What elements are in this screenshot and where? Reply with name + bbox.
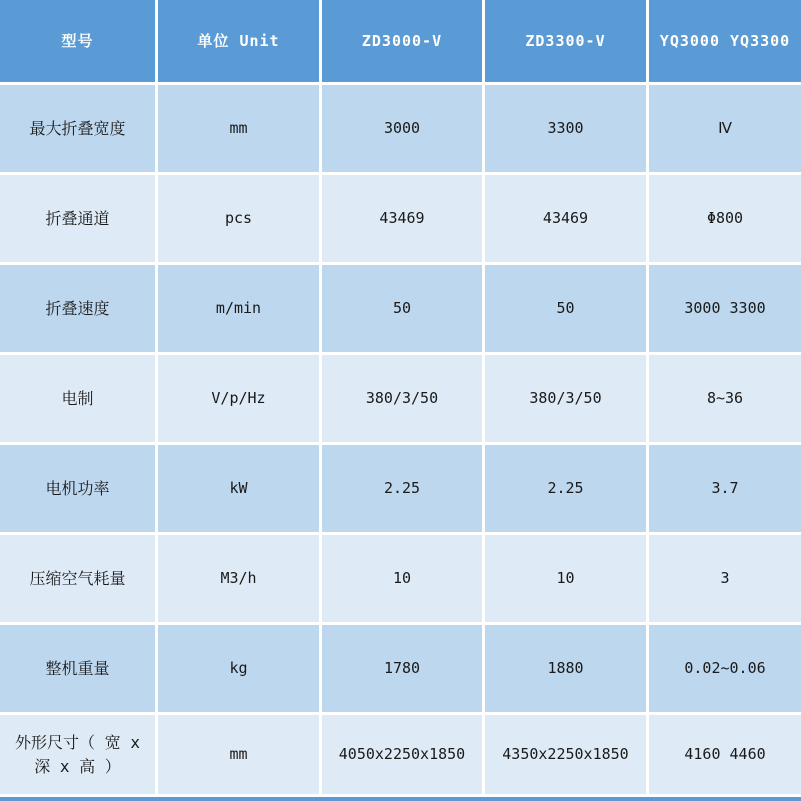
- cell: mm: [158, 85, 319, 172]
- cell: 50: [322, 265, 482, 352]
- header-cell-unit: 单位 Unit: [158, 0, 319, 82]
- cell: 2.25: [322, 445, 482, 532]
- cell: m/min: [158, 265, 319, 352]
- row-label: 最大折叠宽度: [0, 85, 155, 172]
- row-label: 电制: [0, 355, 155, 442]
- cell: 4050x2250x1850: [322, 715, 482, 794]
- header-cell-yq3000-yq3300: YQ3000 YQ3300: [649, 0, 801, 82]
- cell: Φ800: [649, 175, 801, 262]
- row-label: 电机功率: [0, 445, 155, 532]
- cell: 3300: [485, 85, 646, 172]
- cell: 10: [485, 535, 646, 622]
- cell: 380/3/50: [485, 355, 646, 442]
- cell: 3000: [322, 85, 482, 172]
- bottom-header-strip: [0, 797, 801, 801]
- cell: 3000 3300: [649, 265, 801, 352]
- header-cell-model: 型号: [0, 0, 155, 82]
- cell: 10: [322, 535, 482, 622]
- cell: 8~36: [649, 355, 801, 442]
- cell: 43469: [485, 175, 646, 262]
- header-cell-zd3300v: ZD3300-V: [485, 0, 646, 82]
- cell: 2.25: [485, 445, 646, 532]
- cell: kg: [158, 625, 319, 712]
- cell: 50: [485, 265, 646, 352]
- row-label: 折叠通道: [0, 175, 155, 262]
- row-label: 整机重量: [0, 625, 155, 712]
- cell: 3.7: [649, 445, 801, 532]
- cell: 1780: [322, 625, 482, 712]
- cell: M3/h: [158, 535, 319, 622]
- cell: pcs: [158, 175, 319, 262]
- row-label: 压缩空气耗量: [0, 535, 155, 622]
- cell: mm: [158, 715, 319, 794]
- cell: Ⅳ: [649, 85, 801, 172]
- cell: 3: [649, 535, 801, 622]
- cell: 1880: [485, 625, 646, 712]
- header-cell-zd3000v: ZD3000-V: [322, 0, 482, 82]
- cell: 4350x2250x1850: [485, 715, 646, 794]
- row-label: 折叠速度: [0, 265, 155, 352]
- cell: kW: [158, 445, 319, 532]
- cell: 43469: [322, 175, 482, 262]
- row-label: 外形尺寸（ 宽 x 深 x 高 ）: [0, 715, 155, 794]
- cell: 380/3/50: [322, 355, 482, 442]
- cell: V/p/Hz: [158, 355, 319, 442]
- cell: 4160 4460: [649, 715, 801, 794]
- cell: 0.02~0.06: [649, 625, 801, 712]
